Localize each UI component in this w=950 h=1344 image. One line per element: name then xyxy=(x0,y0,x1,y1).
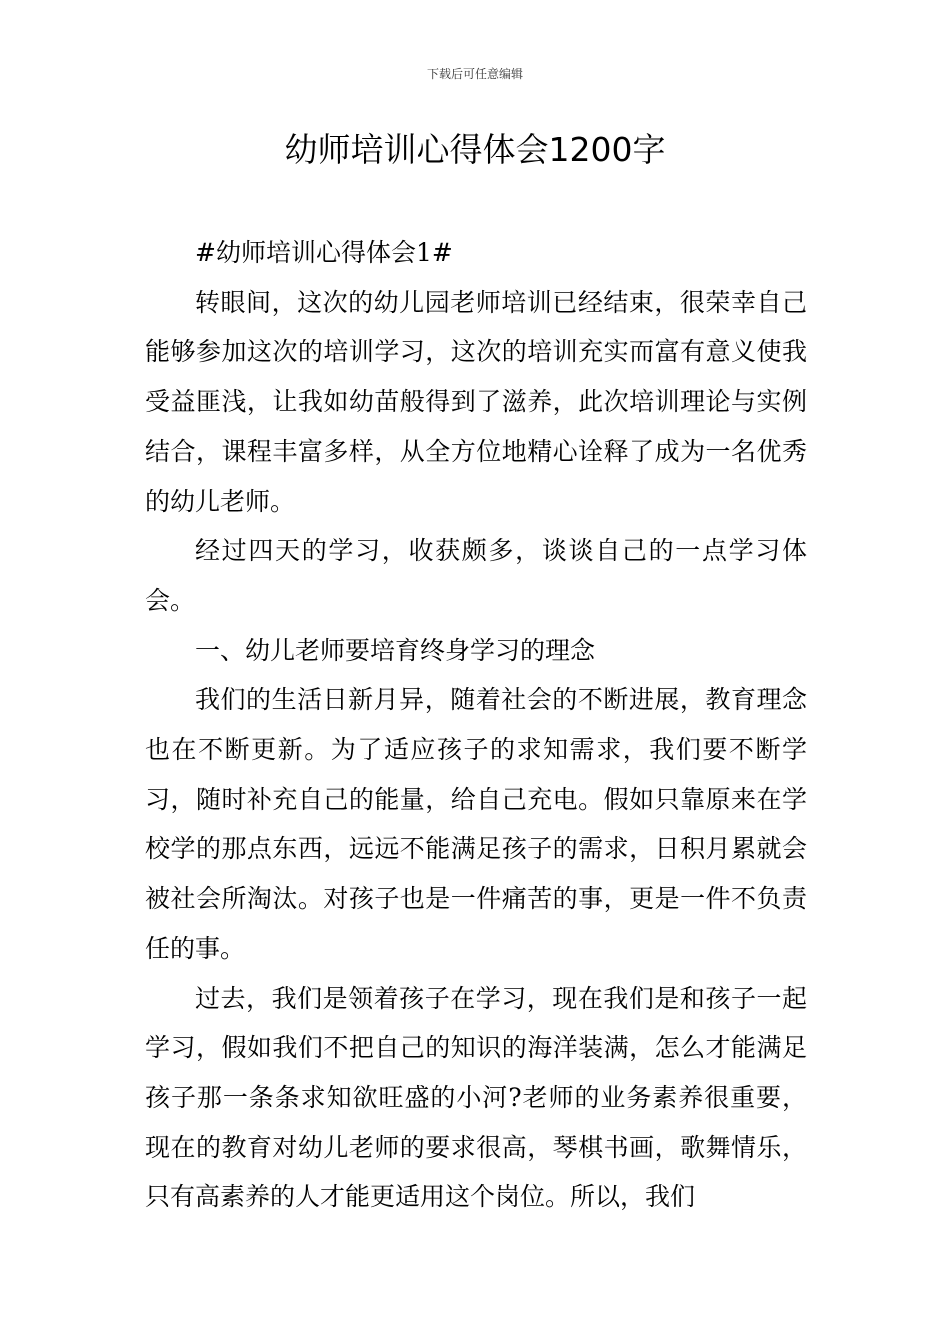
header-note: 下载后可任意编辑 xyxy=(426,67,523,81)
document-title: 幼师培训心得体会1200字 xyxy=(284,130,666,169)
paragraph: 过去，我们是领着孩子在学习，现在我们是和孩子一起学习，假如我们不把自己的知识的海洋装满，怎么才能满足孩子那一条条求知欲旺盛的小河?老师的业务素养很重要，现在的教育对幼儿老师的要求很高，琴棋书画，歌舞情乐，只有高素养的人才能更适用这个岗位。所以，我们 xyxy=(145,983,807,1212)
paragraph-section-heading: #幼师培训心得体会1# xyxy=(195,238,453,267)
paragraph: 经过四天的学习，收获颇多，谈谈自己的一点学习体会。 xyxy=(145,536,807,615)
paragraph: 转眼间，这次的幼儿园老师培训已经结束，很荣幸自己能够参加这次的培训学习，这次的培训充实而富有意义使我受益匪浅，让我如幼苗般得到了滋养，此次培训理论与实例结合，课程丰富多样，从全方位地精心诠释了成为一名优秀的幼儿老师。 xyxy=(145,287,807,516)
document-body xyxy=(145,228,807,1222)
paragraph-subheading: 一、幼儿老师要培育终身学习的理念 xyxy=(195,635,596,665)
paragraph: 我们的生活日新月异，随着社会的不断进展，教育理念也在不断更新。为了适应孩子的求知需求，我们要不断学习，随时补充自己的能量，给自己充电。假如只靠原来在学校学的那点东西，远远不能满足孩子的需求，日积月累就会被社会所淘汰。对孩子也是一件痛苦的事，更是一件不负责任的事。 xyxy=(145,685,807,963)
